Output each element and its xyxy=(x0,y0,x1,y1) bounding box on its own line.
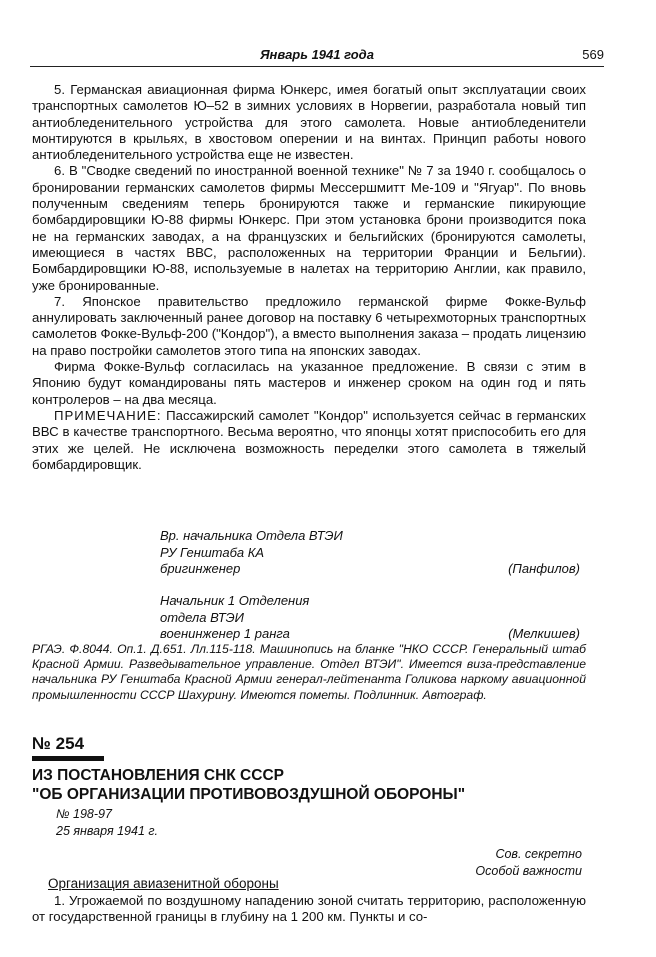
document-date: 25 января 1941 г. xyxy=(56,823,159,838)
page-number: 569 xyxy=(582,47,604,62)
archival-source-note: РГАЭ. Ф.8044. Оп.1. Д.651. Лл.115-118. Машинопись на бланке "НКО СССР. Генеральный штаб Красной Армии. Разведывательное управление. Отдел ВТЭИ". Имеется виза-представление начальника РУ Генштаба Красной Армии генерал-лейтенанта Голикова наркому авиационной промышленности СССР Шахурину. Имеются пометы. Подлинник. Автограф. xyxy=(32,642,586,702)
signature-block-1 xyxy=(160,528,580,578)
paragraph-6: 6. В "Сводке сведений по иностранной военной технике" № 7 за 1940 г. сообщалось о бронировании германских самолетов фирмы Мессершмитт Ме-109 и "Ягуар". По вновь полученным сведениям теперь бронируются также и германские пикирующие бомбардировщики Ю-88 фирмы Юнкерс. При этом установка брони производится пока не на германских заводах, а на французских и бельгийских (бронируются самолеты, имеющиеся в частях ВВС, расположенных на территории Франции и Бельгии). Бомбардировщики Ю-88, используемые в налетах на территорию Англии, как правило, уже бронированные. xyxy=(32,163,586,293)
document-number-underline xyxy=(32,756,104,761)
document-title-line: "ОБ ОРГАНИЗАЦИИ ПРОТИВОВОЗДУШНОЙ ОБОРОНЫ" xyxy=(32,786,466,803)
document-title-line: ИЗ ПОСТАНОВЛЕНИЯ СНК СССР xyxy=(32,767,284,784)
running-header xyxy=(30,46,604,67)
document-meta xyxy=(56,806,158,839)
note-label: ПРИМЕЧАНИЕ: xyxy=(54,407,162,423)
paragraph-5: 5. Германская авиационная фирма Юнкерс, имея богатый опыт эксплуатации своих транспортных самолетов Ю–52 в зимних условиях в Норвегии, разработала новый тип антиобледенительного устройства для этого самолета. Новые антиобледенители монтируются в крыльях, в хвостовом оперении и на винтах. Принцип работы нового антиобледенительного устройства еще не известен. xyxy=(32,82,586,163)
registration-number: № 198-97 xyxy=(56,807,112,821)
running-title: Январь 1941 года xyxy=(260,47,374,62)
signature-position-line: Вр. начальника Отдела ВТЭИ xyxy=(160,528,343,543)
document-title xyxy=(32,766,592,804)
signature-name: (Панфилов) xyxy=(508,561,580,576)
section-heading: Организация авиазенитной обороны xyxy=(48,876,279,891)
note-text: Пассажирский самолет "Кондор" используется сейчас в германских ВВС в качестве транспортного. Весьма вероятно, что японцы хотят приспособить его для этих же целей. Не исключена возможность переделки этого самолета в тяжелый бомбардировщик. xyxy=(32,407,586,472)
document-body xyxy=(32,82,586,473)
signature-position-line: Начальник 1 Отделения xyxy=(160,593,310,608)
signature-position-line: бригинженер xyxy=(160,561,241,576)
signature-position-line: военинженер 1 ранга xyxy=(160,626,290,641)
note-paragraph xyxy=(32,408,586,473)
classification-line: Особой важности xyxy=(475,864,582,878)
resolution-body xyxy=(32,893,586,926)
paragraph-7: 7. Японское правительство предложило германской фирме Фокке-Вульф аннулировать заключенный ранее договор на поставку 6 четырехмоторных транспортных самолетов Фокке-Вульф-200 ("Кондор"), а вместо выполнения заказа – продать лицензию на право постройки самолетов этого типа на японских заводах. xyxy=(32,293,586,358)
signature-position-line: РУ Генштаба КА xyxy=(160,544,265,560)
classification-line: Сов. секретно xyxy=(495,847,582,861)
signature-name: (Мелкишев) xyxy=(508,626,580,641)
paragraph-7-continued: Фирма Фокке-Вульф согласилась на указанное предложение. В связи с этим в Японию будут командированы пять мастеров и инженер сроком на один год и пять контролеров – на два месяца. xyxy=(32,359,586,407)
signature-block-2 xyxy=(160,593,580,643)
signature-position-line: отдела ВТЭИ xyxy=(160,609,244,625)
document-number: № 254 xyxy=(32,734,85,753)
secrecy-classification xyxy=(475,846,582,880)
resolution-paragraph-1: 1. Угрожаемой по воздушному нападению зоной считать территорию, расположенную от государственной границы в глубину на 1 200 км. Пункты и со- xyxy=(32,893,586,925)
